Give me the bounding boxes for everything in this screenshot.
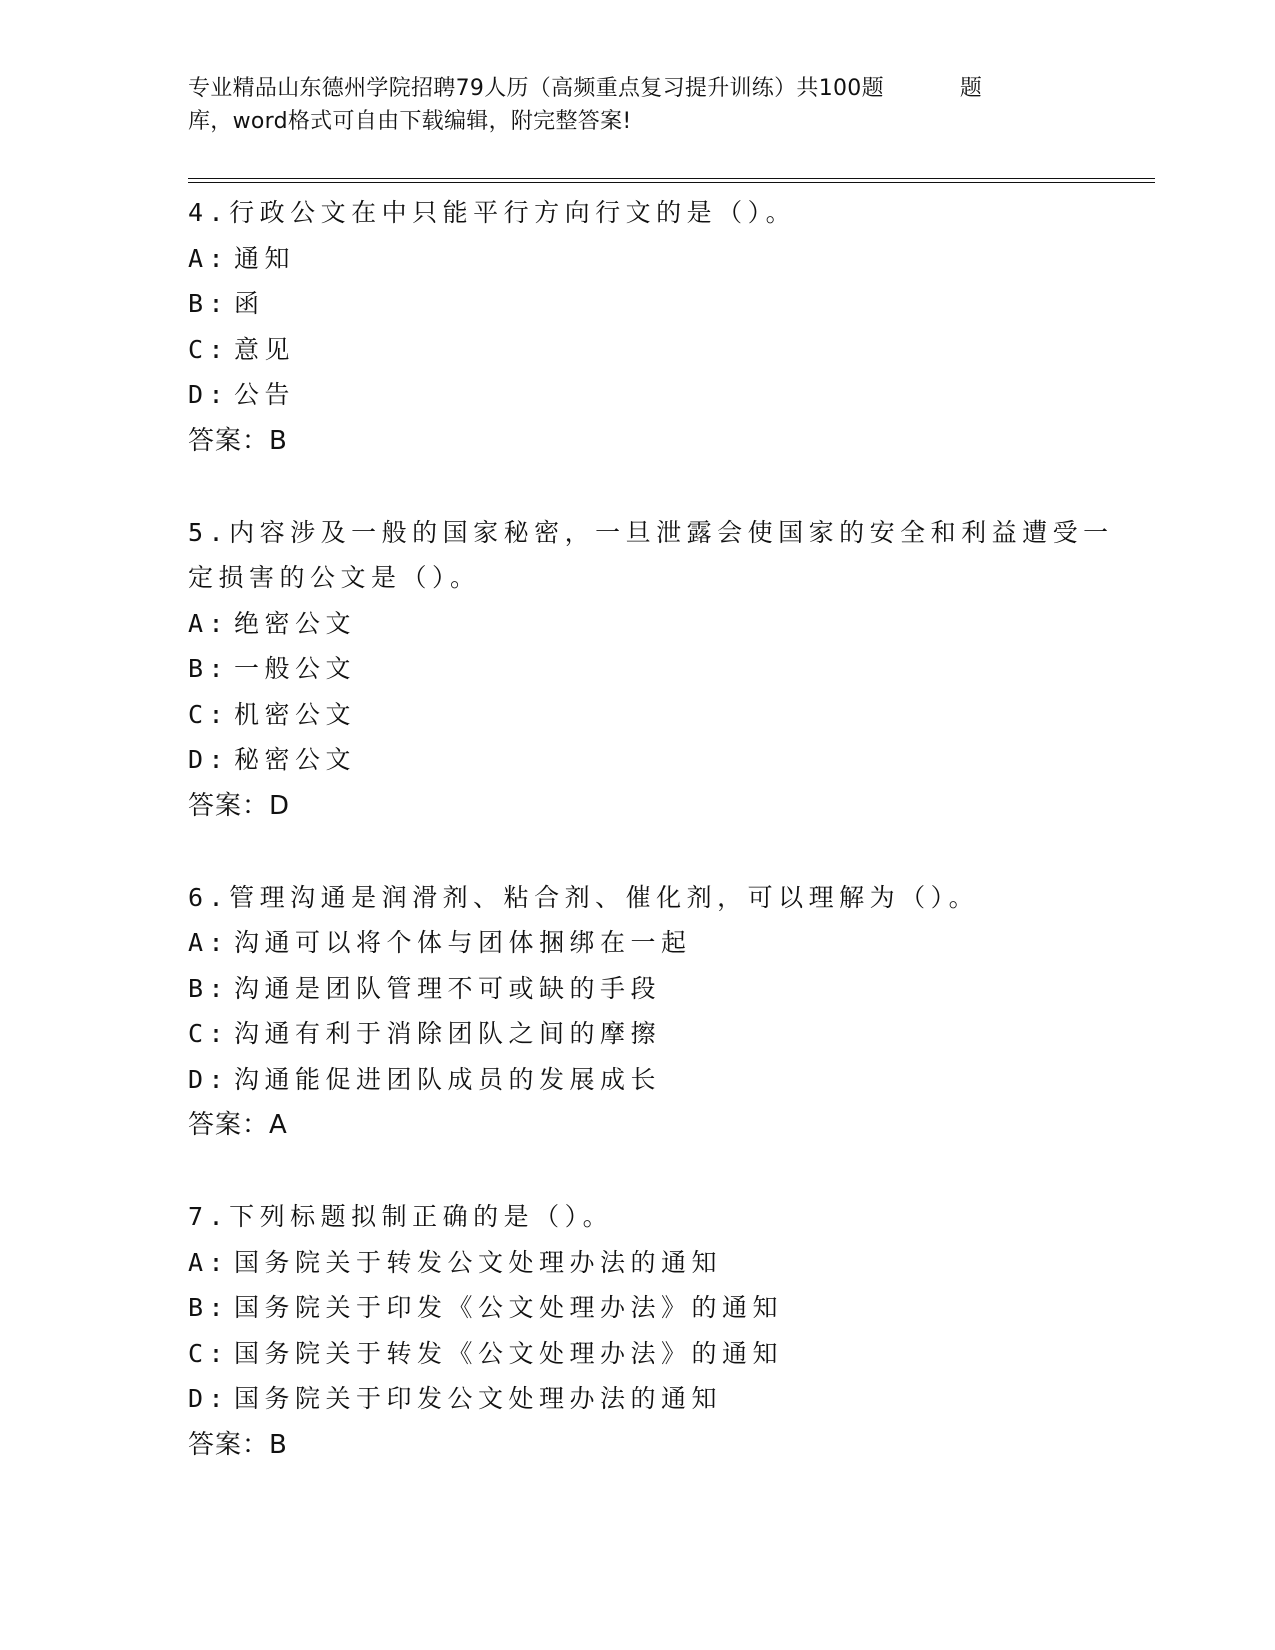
option-a <box>188 601 1088 647</box>
header-divider-bottom <box>188 182 1155 183</box>
option-a <box>188 1240 1088 1286</box>
question-stem-line: 6.管理沟通是润滑剂、粘合剂、催化剂，可以理解为（）。 <box>188 882 980 912</box>
option-key: B: <box>188 289 230 318</box>
option-key: C: <box>188 334 230 364</box>
option-text: 意见 <box>234 334 296 364</box>
question-stem-line: 7.下列标题拟制正确的是（）。 <box>188 1202 614 1231</box>
header-title: 专业精品山东德州学院招聘79人历（高频重点复习提升训练）共100题 <box>188 76 884 101</box>
question-5 <box>188 510 1114 829</box>
option-key: D: <box>188 745 230 774</box>
option-d <box>188 1376 1088 1422</box>
header-line-2: 库，word格式可自由下载编辑，附完整答案! <box>188 109 632 134</box>
option-text: 秘密公文 <box>234 745 357 774</box>
option-text: 国务院关于转发公文处理办法的通知 <box>234 1247 723 1277</box>
option-key: A: <box>188 243 230 273</box>
question-stem <box>188 1194 1088 1240</box>
option-key: D: <box>188 1384 230 1413</box>
option-b <box>188 281 1088 327</box>
option-text: 国务院关于印发公文处理办法的通知 <box>234 1384 723 1413</box>
option-b <box>188 646 1088 692</box>
option-b <box>188 966 1088 1012</box>
option-b <box>188 1285 1088 1331</box>
answer-line: 答案：D <box>188 790 291 821</box>
answer-line: 答案：B <box>188 1429 288 1460</box>
option-key: C: <box>188 1338 230 1368</box>
option-text: 函 <box>234 289 265 318</box>
option-c <box>188 1331 1088 1377</box>
question-stem <box>188 875 1088 921</box>
option-key: A: <box>188 928 230 957</box>
question-6 <box>188 875 1088 1149</box>
option-text: 国务院关于转发《公文处理办法》的通知 <box>234 1338 784 1368</box>
option-c <box>188 1011 1088 1057</box>
question-stem <box>188 190 1088 236</box>
option-text: 公告 <box>234 380 296 409</box>
question-stem-line: 4.行政公文在中只能平行方向行文的是（）。 <box>188 198 797 227</box>
option-key: B: <box>188 654 230 683</box>
option-d <box>188 1057 1088 1103</box>
option-c <box>188 692 1088 738</box>
option-key: B: <box>188 973 230 1003</box>
question-stem <box>188 510 1114 601</box>
document-header <box>188 72 1068 138</box>
option-key: A: <box>188 608 230 638</box>
question-stem-line: 5.内容涉及一般的国家秘密，一旦泄露会使国家的安全和利益遭受一 <box>188 517 1114 547</box>
option-text: 沟通是团队管理不可或缺的手段 <box>234 973 662 1003</box>
option-d <box>188 737 1088 783</box>
option-key: C: <box>188 1019 230 1048</box>
option-d <box>188 372 1088 418</box>
option-a <box>188 236 1088 282</box>
option-text: 通知 <box>234 243 296 273</box>
question-7 <box>188 1194 1088 1468</box>
question-stem-line: 定损害的公文是（）。 <box>188 563 481 592</box>
option-a <box>188 920 1088 966</box>
answer-line: 答案：A <box>188 1110 288 1140</box>
header-line-1 <box>188 72 1068 105</box>
option-text: 绝密公文 <box>234 608 357 638</box>
option-text: 机密公文 <box>234 699 357 729</box>
option-c <box>188 327 1088 373</box>
header-divider-top <box>188 178 1155 179</box>
option-key: A: <box>188 1247 230 1277</box>
option-text: 沟通有利于消除团队之间的摩擦 <box>234 1019 662 1048</box>
option-key: C: <box>188 699 230 729</box>
option-key: D: <box>188 380 230 409</box>
header-title-tail: 题 <box>959 76 983 101</box>
option-text: 沟通能促进团队成员的发展成长 <box>234 1064 662 1094</box>
option-text: 国务院关于印发《公文处理办法》的通知 <box>234 1293 784 1322</box>
question-list <box>188 190 1114 1514</box>
option-text: 沟通可以将个体与团体捆绑在一起 <box>234 928 692 957</box>
option-key: D: <box>188 1064 230 1094</box>
answer-line: 答案：B <box>188 425 288 456</box>
option-key: B: <box>188 1293 230 1322</box>
option-text: 一般公文 <box>234 654 357 683</box>
question-4 <box>188 190 1088 464</box>
